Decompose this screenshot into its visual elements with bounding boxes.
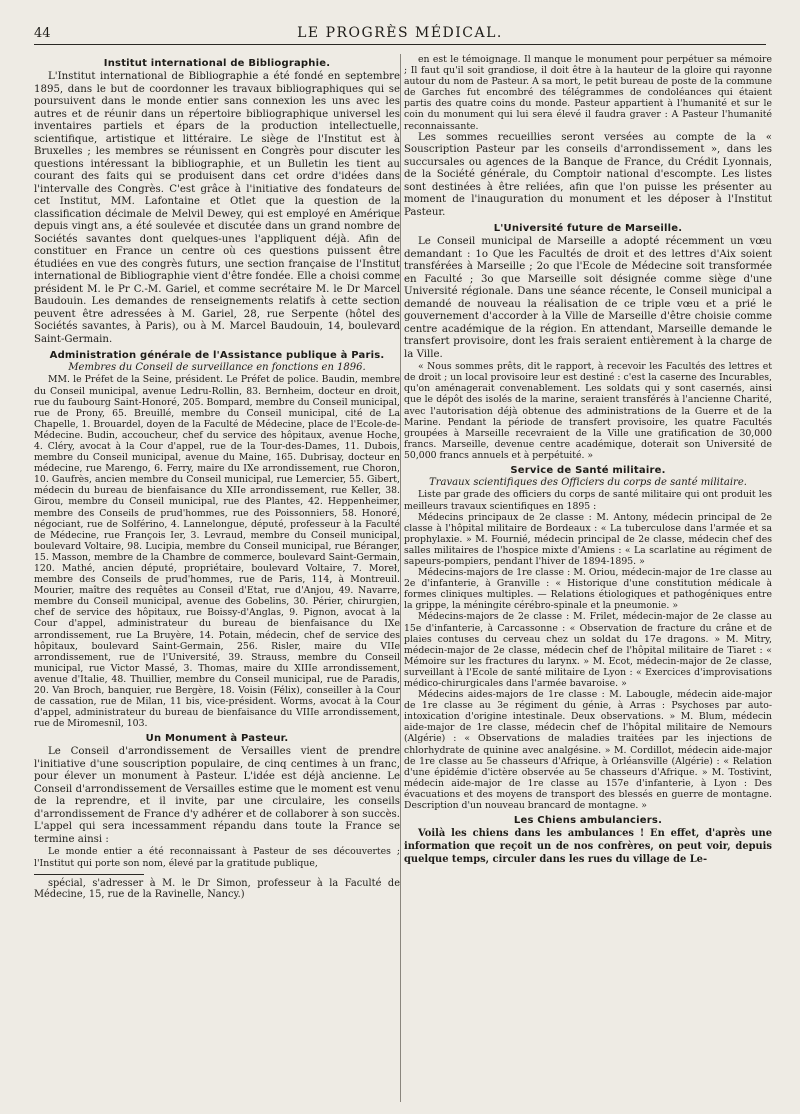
paragraph-medecins-majors-2e: Médecins-majors de 2e classe : M. Frilet, médecin-major de 2e classe au 15e d'infanterie, à Carcassonne : « Observation de fracture du crâne et de plaies contuses du cerveau chez un soldat du 17e dragons. » M. Mitry, médecin-major de 2e classe, médecin chef de l'hôpital militaire de Tiaret : « Mémoire sur les fractures du larynx. » M. Ecot, médecin-major de 2e classe, surveillant à l'Ecole de santé militaire de Lyon : « Exercices d'improvisations médico-chirurgicales dans l'armée bavaroise. »: [404, 611, 772, 689]
paragraph-aides-majors: Médecins aides-majors de 1re classe : M. Labougle, médecin aide-major de 1re classe au 3e régiment du génie, à Arras : Psychoses par auto-intoxication d'origine intestinale. Deux observations. » M. Blum, médecin aide-major de 1re classe, médecin chef de l'hôpital militaire de Nemours (Algérie) : « Observations de maladies traitées par les injections de chlorhydrate de quinine avec analgésine. » M. Cordillot, médecin aide-major de 1re classe au 5e chasseurs d'Afrique, à Orléansville (Algérie) : « Relation d'une épidémie d'ictère observée au 5e chasseurs d'Afrique. » M. Tostivint, médecin aide-major de 1re classe au 157e d'infanterie, à Lyon : Des évacuations et des moyens de transport des blessés en guerre de montagne. Description d'un nouveau brancard de montagne. »: [404, 689, 772, 812]
footnote-text: spécial, s'adresser à M. le Dr Simon, professeur à la Faculté de Médecine, 15, rue de la Ravinelle, Nancy.): [34, 877, 400, 901]
paragraph-monument-quote: Le monde entier a été reconnaissant à Pasteur de ses découvertes ; l'Institut qui porte son nom, élevé par la gratitude publique,: [34, 846, 400, 869]
right-column: [404, 54, 772, 1102]
section-title-chiens-ambulanciers: Les Chiens ambulanciers.: [513, 815, 663, 827]
paragraph-medecins-majors-1re: Médecins-majors de 1re classe : M. Oriou, médecin-major de 1re classe au 2e d'infanterie, à Granville : « Historique d'une constitution médicale à formes cliniques multiples. — Relations étiologiques et pathogéniques entre la grippe, la méningite cérébro-spinale et la pneumonie. »: [404, 567, 772, 612]
paragraph-bibliographie: L'Institut international de Bibliographie a été fondé en septembre 1895, dans le but de coordonner les travaux bibliographiques qui se poursuivent dans le monde entier sans connexion les uns avec les autres et de réunir dans un répertoire bibliographique universel les inventaires partiels et épars de la production intellectuelle, scientifique, artistique et littéraire. Le siège de l'Institut est à Bruxelles ; les membres se réunissent en Congrès pour discuter les questions intéressant la bibliographie, et un Bulletin les tient au courant des faits qui se produisent dans cet ordre d'idées dans l'intervalle des Congrès. C'est grâce à l'initiative des fondateurs de cet Institut, MM. Lafontaine et Otlet que la question de la classification décimale de Melvil Dewey, qui est employé en Amérique depuis vingt ans, a été soulevée et discutée dans un grand nombre de Sociétés savantes dont quelques-unes l'appliquent déjà. Afin de constituer en France un centre où ces questions puissent être étudiées en vue des congrès futurs, une section française de l'Institut international de Bibliographie vient d'être fondée. Elle a choisi comme président M. le Pr C.-M. Gariel, et comme secrétaire M. le Dr Marcel Baudouin. Les demandes de renseignements relatifs à cette section peuvent être adressées à M. Gariel, 28, rue Serpente (hôtel des Sociétés savantes, à Paris), ou à M. Marcel Baudouin, 14, boulevard Saint-Germain.: [34, 71, 400, 345]
paragraph-chiens-ambulanciers: Voilà les chiens dans les ambulances ! En effet, d'après une information que reçoit un de nos confrères, on peut voir, depuis quelque temps, circuler dans les rues du village de Le-: [404, 828, 772, 865]
paragraph-monument-pasteur: Le Conseil d'arrondissement de Versailles vient de prendre l'initiative d'une souscription populaire, de cinq centimes à un franc, pour élever un monument à Pasteur. L'idée est déjà ancienne. Le Conseil d'arrondissement de Versailles estime que le moment est venu de la reprendre, et il invite, par une circulaire, les conseils d'arrondissement de France d'y adhérer et de collaborer à son succès. L'appel qui sera incessamment répandu dans toute la France se termine ainsi :: [34, 746, 400, 845]
left-column: [34, 54, 400, 1102]
page-header: [34, 22, 766, 45]
page-number: 44: [34, 26, 51, 41]
column-divider: [400, 54, 401, 1102]
section-subtitle-sante-militaire: Travaux scientifiques des Officiers du corps de santé militaire.: [429, 477, 747, 488]
journal-title: LE PROGRÈS MÉDICAL.: [297, 25, 503, 41]
section-title-universite-marseille: L'Université future de Marseille.: [493, 223, 683, 235]
section-title-bibliographie: Institut international de Bibliographie.: [103, 58, 331, 69]
section-subtitle-assistance-publique: Membres du Conseil de surveillance en fonctions en 1896.: [68, 362, 366, 373]
paragraph-marseille-voeu: Le Conseil municipal de Marseille a adopté récemment un vœu demandant : 1o Que les Facultés de droit et des lettres d'Aix soient transférées à Marseille ; 2o que l'Ecole de Médecine soit transformée en Faculté ; 3o que Marseille soit désignée comme siège d'une Université régionale. Dans une séance récente, le Conseil municipal a demandé de nouveau la réalisation de ce triple vœu et a prié le gouvernement d'accorder à la Ville de Marseille d'être choisie comme centre académique de la région. En attendant, Marseille demande le transfert provisoire, dont les frais seraient entièrement à la charge de la Ville.: [404, 236, 772, 360]
paragraph-marseille-rapport: « Nous sommes prêts, dit le rapport, à recevoir les Facultés des lettres et de droit ; un local provisoire leur est destiné : c'est la caserne des Incurables, qu'on aménagerait convenablement. Les soldats qui y sont casernés, ainsi que le dépôt des isolés de la marine, seraient transférés à l'ancienne Charité, avec l'autorisation déjà obtenue des administrations de la Guerre et de la Marine. Pendant la période de transfert provisoire, les quatre Facultés groupées à Marseille recevraient de la Ville une gratification de 30,000 francs. Marseille, devenue centre académique, doterait son Université de 50,000 francs annuels et à perpétuité. »: [404, 361, 772, 461]
footnote-divider: [34, 874, 144, 875]
paragraph-medecins-principaux: Médecins principaux de 2e classe : M. Antony, médecin principal de 2e classe à l'hôpital militaire de Bordeaux : « La tuberculose dans l'armée et sa prophylaxie. » M. Fournié, médecin principal de 2e classe, médecin chef des salles militaires de l'hospice mixte d'Amiens : « La scarlatine au régiment de sapeurs-pompiers, pendant l'hiver de 1894-1895. »: [404, 511, 772, 567]
paragraph-monument-quote-continued: en est le témoignage. Il manque le monument pour perpétuer sa mémoire ; Il faut qu'il soit grandiose, il doit être à la hauteur de la gloire qui rayonne autour du nom de Pasteur. A sa mort, le petit bureau de poste de la commune de Garches fut encombré des télégrammes de condoléances qui étaient partis des quatre coins du monde. Pasteur appartient à l'humanité et sur le coin du monument qui lui sera élevé il faudra graver : A Pasteur l'humanité reconnaissante.: [404, 54, 772, 132]
section-title-monument-pasteur: Un Monument à Pasteur.: [145, 733, 289, 745]
section-title-assistance-publique: Administration générale de l'Assistance publique à Paris.: [49, 350, 385, 361]
section-title-sante-militaire: Service de Santé militaire.: [510, 465, 666, 476]
paragraph-liste-officiers: Liste par grade des officiers du corps de santé militaire qui ont produit les meilleurs travaux scientifiques en 1895 :: [404, 489, 772, 512]
paragraph-conseil-members: MM. le Préfet de la Seine, président. Le Préfet de police. Baudin, membre du Conseil municipal, avenue Ledru-Rollin, 83. Bernheim, docteur en droit, rue du faubourg Saint-Honoré, 205. Bompard, membre du Conseil municipal, rue de Prony, 65. Breuillé, membre du Conseil municipal, cité de La Chapelle, 1. Brouardel, doyen de la Faculté de Médecine, place de l'Ecole-de-Médecine. Budin, accoucheur, chef du service des hôpitaux, avenue Hoche, 4. Cléry, avocat à la Cour d'appel, rue de la Tour-des-Dames, 11. Dubois, membre du Conseil municipal, avenue du Maine, 165. Dubrisay, docteur en médecine, rue Marengo, 6. Ferry, maire du IXe arrondissement, rue Choron, 10. Gaufrès, ancien membre du Conseil municipal, rue Lemercier, 55. Gibert, médecin du bureau de bienfaisance du XIIe arrondissement, rue Keller, 38. Girou, membre du Conseil municipal, rue des Plantes, 42. Heppenheimer, membre des Conseils de prud'hommes, rue des Poissonniers, 58. Honoré, négociant, rue de Solférino, 4. Lannelongue, député, professeur à la Faculté de Médecine, rue François Ier, 3. Levraud, membre du Conseil municipal, boulevard Voltaire, 98. Lucipia, membre du Conseil municipal, rue Béranger, 15. Masson, membre de la Chambre de commerce, boulevard Saint-Germain, 120. Mathé, ancien député, propriétaire, boulevard Voltaire, 7. Moreł, membre des Conseils de prud'hommes, rue de Paris, 114, à Montreuil. Mourier, maître des requêtes au Conseil d'Etat, rue d'Anjou, 49. Navarre, membre du Conseil municipal, avenue des Gobelins, 30. Périer, chirurgien, chef de service des hôpitaux, rue Boissy-d'Anglas, 9. Pignon, avocat à la Cour d'appel, administrateur du bureau de bienfaisance du IXe arrondissement, rue La Bruyère, 14. Potain, médecin, chef de service des hôpitaux, boulevard Saint-Germain, 256. Risler, maire du VIIe arrondissement, rue de l'Université, 39. Strauss, membre du Conseil municipal, rue Victor Massé, 3. Thomas, maire du XIIIe arrondissement, avenue d'Italie, 48. Thuillier, membre du Conseil municipal, rue de Paradis, 20. Van Broch, banquier, rue Bergère, 18. Voisin (Félix), conseiller à la Cour de cassation, rue de Milan, 11 bis, vice-président. Worms, avocat à la Cour d'appel, administrateur du bureau de bienfaisance du VIIIe arrondissement, rue de Miromesnil, 103.: [34, 374, 400, 730]
paragraph-souscription: Les sommes recueillies seront versées au compte de la « Souscription Pasteur par les conseils d'arrondissement », dans les succursales ou agences de la Banque de France, du Crédit Lyonnais, de la Société générale, du Comptoir national d'escompte. Les listes sont destinées à être reliées, afin que l'on puisse les présenter au moment de l'inauguration du monument et les déposer à l'Institut Pasteur.: [404, 131, 772, 218]
